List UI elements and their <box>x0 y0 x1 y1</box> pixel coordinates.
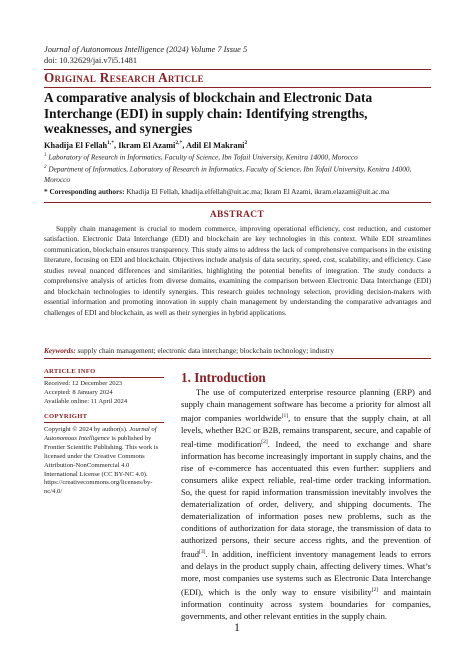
intro-text-part: , to ensure that the supply chain, at all levels, whether B2C or B2B, remains transparent, secure, and capable of real-time modification <box>181 412 431 449</box>
author-name: Khadija El Fellah <box>44 140 108 150</box>
affiliation-text: Laboratory of Research in Informatics, Faculty of Science, Ibn Tofail University, Kenitra 14000, Morocco <box>48 152 358 162</box>
affiliation-1 <box>44 151 432 163</box>
copyright-rule <box>44 422 164 423</box>
corresponding-authors <box>44 187 389 197</box>
corresponding-label: * Corresponding authors: <box>44 187 125 196</box>
introduction-heading: 1. Introduction <box>181 370 266 385</box>
copyright-license: is published by Frontier Scientific Publishing. This work is licensed under the Creative Commons Attribution-NonCommercial 4.0 International License (CC BY-NC 4.0). https://creativecommons.org/licenses/by-nc/4.0/ <box>44 434 159 496</box>
intro-text-part: . Indeed, the need to exchange and share information has become increasingly important in supply chains, and the rise of e-commerce has accentuated this even further: suppliers and consumers alike expect reliable, real-time order tracking information. So, the quest for rapid information transmission inevitably involves the dematerialization of order, delivery, and shipping documents. The dematerialization of information poses new problems, such as the conditions of authorization for data storage, the transmission of data to authorized persons, their secure access rights, and the prevention of fraud <box>181 438 431 560</box>
abstract-heading: ABSTRACT <box>209 210 265 220</box>
author-sup: 2 <box>244 140 248 146</box>
paper-title: A comparative analysis of blockchain and Electronic Data Interchange (EDI) in supply chain: Identifying strengths, weaknesses, and synergies <box>44 90 373 137</box>
keywords-rule <box>44 358 431 359</box>
affiliation-2 <box>44 163 432 186</box>
article-dates <box>44 380 164 407</box>
intro-text-part: . In addition, inefficient inventory management leads to errors and delays in the product supply chain, affecting delivery times. What’s more, most companies use systems such as Electronic Data Interchange (EDI), which is the only way to ensure visibility <box>181 549 431 598</box>
keywords-text: supply chain management; electronic data interchange; blockchain technology; industry <box>77 346 334 355</box>
intro-text-part: The use of computerized enterprise resource planning (ERP) and supply chain management software has become a priority for almost all major companies worldwide <box>181 387 431 423</box>
citation-ref[interactable]: [2] <box>261 439 268 446</box>
affiliation-num: 1 <box>44 153 47 158</box>
journal-citation: Journal of Autonomous Intelligence (2024) Volume 7 Issue 5 <box>44 45 248 54</box>
corresponding-text: Khadija El Fellah, khadija.elfellah@uit.ac.ma; Ikram El Azami, ikram.elazami@uit.ac.ma <box>126 187 390 196</box>
author-list: Khadija El Fellah$^{1,*}$, Ikram El Azami$^{2,*}$, Adil El Makrani$^2$ <box>44 140 248 150</box>
doi: doi: 10.32629/jai.v7i5.1481 <box>44 56 138 65</box>
affiliation-num: 2 <box>44 165 47 170</box>
introduction-text <box>181 386 431 622</box>
intro-text-part: and maintain information continuity across system boundaries for companies, governments, and other relevant entities in the supply chain. <box>181 587 431 622</box>
keywords-label: Keywords: <box>44 346 76 355</box>
abstract-top-rule <box>44 202 431 203</box>
copyright-journal: Journal of Autonomous Intelligence <box>44 426 157 442</box>
article-info-heading: ARTICLE INFO <box>44 368 96 375</box>
copyright-line: Copyright © 2024 by author(s). <box>44 426 128 433</box>
author-sup: 1,* <box>107 140 115 146</box>
author-name: Ikram El Azami <box>118 140 176 150</box>
article-info-rule <box>44 377 164 378</box>
affiliation-text: Department of Informatics, Laboratory of Research in Informatics, Faculty of Science, Ibn Tofail University, Kenitra 14000, Morocco <box>44 164 412 185</box>
copyright-heading: COPYRIGHT <box>44 413 88 420</box>
received-date: Received: 12 December 2023 <box>44 380 123 387</box>
author-sup: 2,* <box>175 140 183 146</box>
citation-ref[interactable]: [1] <box>281 413 289 420</box>
author-name: Adil El Makrani <box>185 140 245 150</box>
page-number: 1 <box>234 622 240 634</box>
article-type: Original Research Article <box>44 70 204 85</box>
citation-ref[interactable]: [3] <box>199 549 206 556</box>
title-rule <box>44 87 431 88</box>
copyright-text <box>44 426 164 497</box>
available-date: Available online: 11 April 2024 <box>44 397 128 405</box>
accepted-date: Accepted: 8 January 2024 <box>44 388 113 396</box>
citation-ref[interactable]: [2] <box>371 587 379 594</box>
abstract-text: Supply chain management is crucial to modern commerce, improving operational efficiency, cost reduction, and customer satisfaction. Electronic Data Interchange (EDI) and blockchain are key technologies in this context. While EDI streamlines communication, blockchain ensures transparency. This study aims to address the lack of comprehensive comparisons in the existing literature, focusing on EDI and blockchain. Objectives include analysis of data security, speed, cost, scalability, and efficiency. Case studies reveal nuanced differences and similarities, highlighting the potential benefits of integration. The study conducts a comprehensive analysis of articles from diverse domains, examining the comparison between Electronic Data Interchange (EDI) and blockchain technologies to identify synergies. This research guides technology selection, providing decision-makers with essential information and promoting innovation in supply chain management by understanding the comparative advantages and challenges of EDI and blockchain, as well as their synergies in hybrid applications. <box>44 224 431 317</box>
keywords <box>44 346 431 356</box>
